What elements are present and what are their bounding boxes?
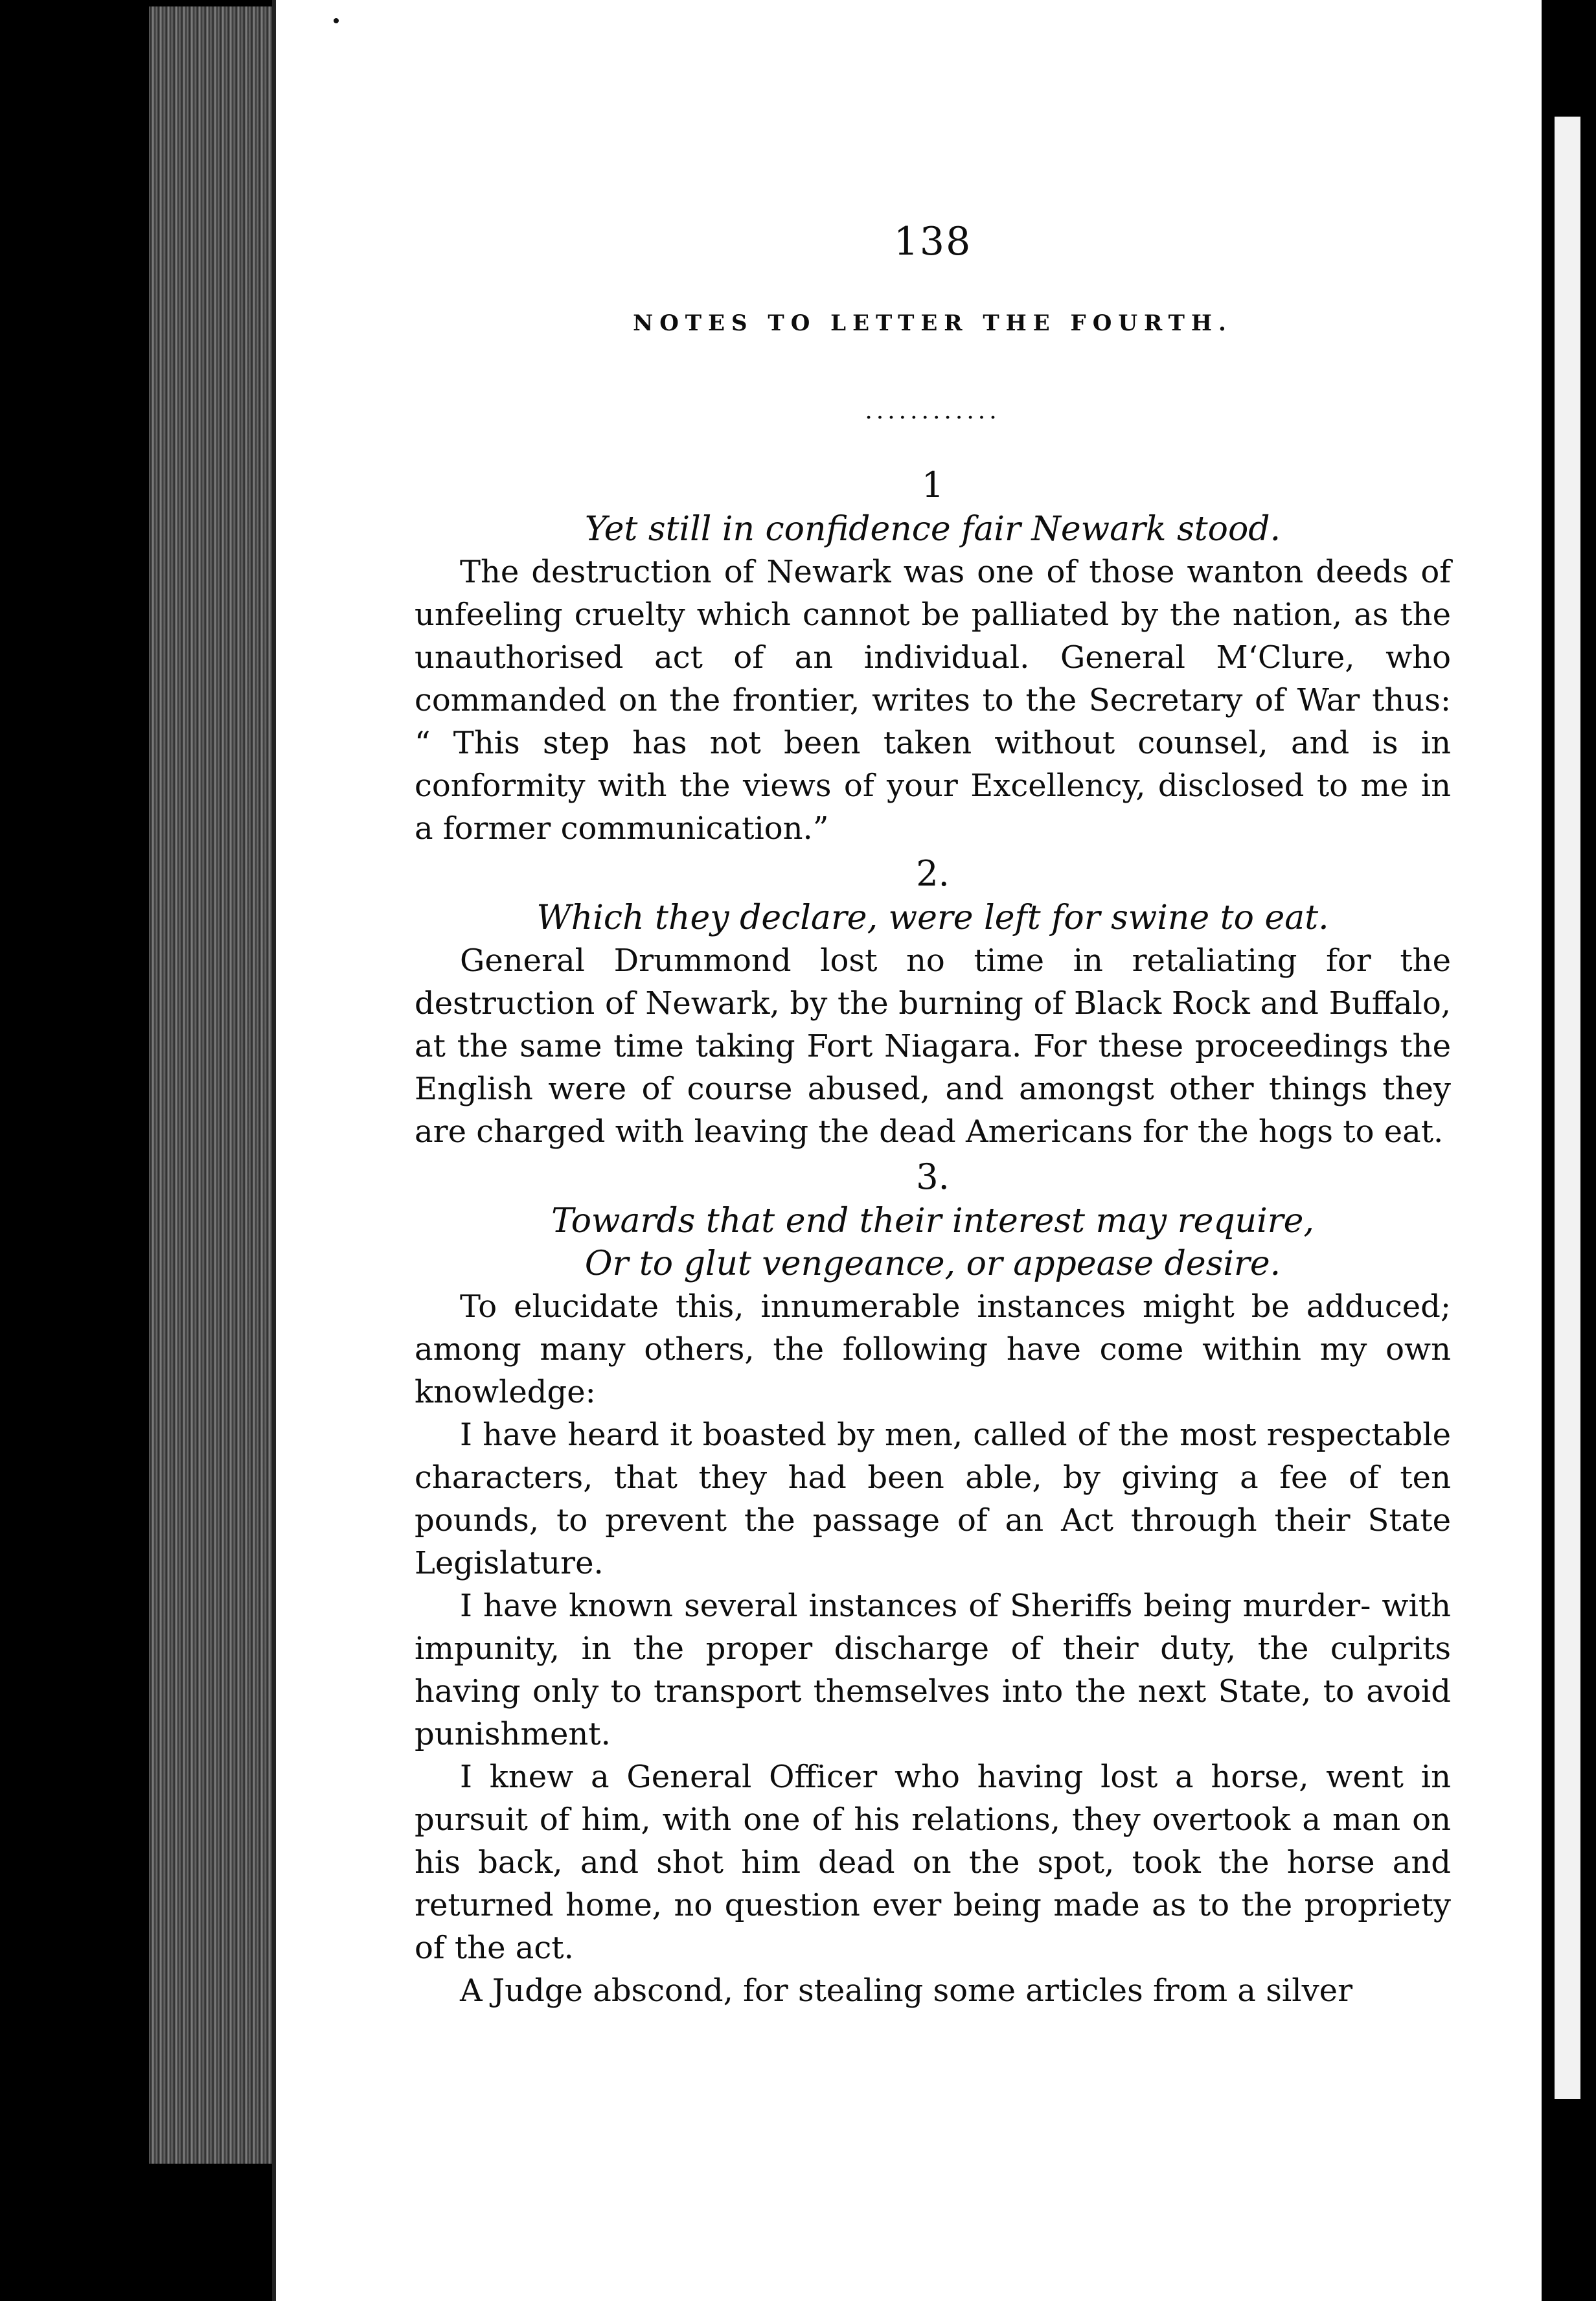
paragraph: I have heard it boasted by men, called of the most respectable characters, that they had been able, by giving a fee of ten pounds, to prevent the passage of an Act through their State Legislature. <box>415 1417 1451 1581</box>
page-edges <box>149 6 279 2164</box>
verse-line: Towards that end their interest may require, <box>551 1202 1314 1241</box>
note-number: 2. <box>916 853 950 894</box>
verse-line: Or to glut vengeance, or appease desire. <box>584 1244 1281 1283</box>
paragraph: I knew a General Officer who having lost a horse, went in pursuit of him, with one of his relations, they overtook a man on his back, and shot him dead on the spot, took the horse and returned home, no question ever being made as to the propriety of the act. <box>415 1759 1451 1966</box>
verse-line: Yet still in confidence fair Newark stood. <box>584 510 1281 549</box>
ink-dot <box>334 18 339 23</box>
note-2 <box>415 854 1451 1153</box>
note-1 <box>415 465 1451 850</box>
verse-line: Which they declare, were left for swine to eat. <box>536 899 1329 937</box>
page-number: 138 <box>893 219 972 264</box>
paragraph: To elucidate this, innumerable instances might be adduced; among many others, the following have come within my own knowledge: <box>415 1288 1451 1410</box>
running-head: NOTES TO LETTER THE FOURTH. <box>633 310 1233 336</box>
paragraph: The destruction of Newark was one of those wanton deeds of unfeeling cruelty which cannot be palliated by the nation, as the unauthorised act of an individual. General M‘Clure, who commanded on the frontier, writes to the Secretary of War thus: “ This step has not been taken without counsel, and is in conformity with the views of your Excellency, disclosed to me in a former communication.” <box>415 554 1451 847</box>
note-3 <box>415 1157 1451 2012</box>
page-text <box>415 220 1451 2012</box>
paragraph: I have known several instances of Sheriffs being murder- with impunity, in the proper discharge of their duty, the culprits having only to transport themselves into the next State, to avoid punishment. <box>415 1588 1451 1752</box>
note-number: 3. <box>916 1156 950 1197</box>
facing-page-sliver <box>1555 117 1580 2099</box>
note-number: 1 <box>921 464 944 505</box>
paragraph: A Judge abscond, for stealing some articles from a silver <box>460 1973 1353 2009</box>
paragraph: General Drummond lost no time in retaliating for the destruction of Newark, by the burning of Black Rock and Buffalo, at the same time taking Fort Niagara. For these proceedings the English were of course abused, and amongst other things they are charged with leaving the dead Americans for the hogs to eat. <box>415 943 1451 1150</box>
separator: ............ <box>865 398 1001 424</box>
